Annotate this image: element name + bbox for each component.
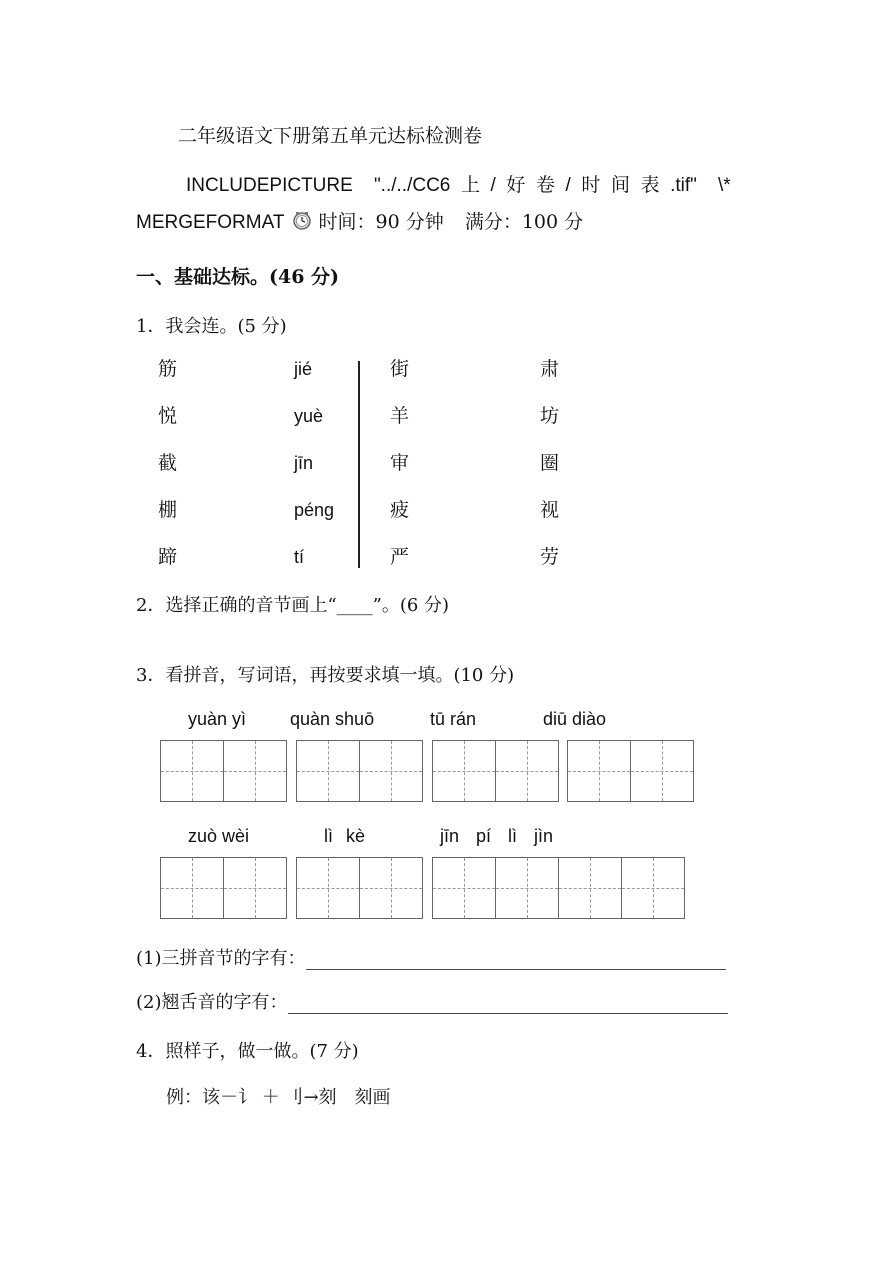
field-code-text: 卷 xyxy=(535,174,555,196)
writing-grid[interactable] xyxy=(160,857,286,919)
field-code-text: 间 xyxy=(610,174,630,196)
grid-cell[interactable] xyxy=(558,857,622,919)
field-code-text: INCLUDEPICTURE xyxy=(186,175,353,196)
grid-cell[interactable] xyxy=(432,740,496,802)
match-word: 疲 xyxy=(390,499,410,521)
section-heading: 一、基础达标。(46 分) xyxy=(136,266,340,288)
field-code-text: 好 xyxy=(506,174,526,196)
sub-question-1 xyxy=(136,944,726,970)
writing-grid[interactable] xyxy=(296,740,422,802)
match-char: 蹄 xyxy=(158,546,178,568)
score-text: 满分：100 分 xyxy=(464,211,584,233)
include-picture-field xyxy=(186,170,731,197)
field-code-text: 上 xyxy=(460,174,480,196)
match-words-a-column xyxy=(390,355,409,590)
match-char: 悦 xyxy=(158,405,178,427)
field-code-text: \* xyxy=(718,175,731,196)
match-word: 坊 xyxy=(540,405,560,427)
match-char: 截 xyxy=(158,452,178,474)
example-text: 例：该－讠 ＋ 刂→刻 刻画 xyxy=(166,1087,391,1108)
grid-cell[interactable] xyxy=(296,857,360,919)
match-chars-column xyxy=(158,355,177,590)
field-code-text: / xyxy=(565,175,571,196)
match-pinyin: tí xyxy=(294,547,305,567)
pinyin-label: diū diào xyxy=(543,709,607,729)
grid-cell[interactable] xyxy=(621,857,685,919)
grid-cell[interactable] xyxy=(160,740,224,802)
writing-grid[interactable] xyxy=(160,740,286,802)
match-pinyin: yuè xyxy=(294,406,324,426)
sub-question-label: (2)翘舌音的字有： xyxy=(136,992,288,1013)
match-word: 审 xyxy=(390,452,410,474)
writing-grid[interactable] xyxy=(432,857,684,919)
question-4-prompt: 4．照样子，做一做。(7 分) xyxy=(136,1041,359,1062)
column-divider xyxy=(358,361,360,568)
match-word: 肃 xyxy=(540,358,560,380)
field-code-text: "../../CC6 xyxy=(373,175,451,196)
pinyin-label: tū rán xyxy=(430,709,477,729)
grid-cell[interactable] xyxy=(495,740,559,802)
writing-grid[interactable] xyxy=(432,740,558,802)
grid-cell[interactable] xyxy=(359,740,423,802)
match-word: 圈 xyxy=(540,452,560,474)
sub-question-2 xyxy=(136,988,728,1014)
match-pinyin-column xyxy=(294,355,334,590)
time-score-line xyxy=(136,207,583,237)
match-pinyin: jīn xyxy=(294,453,314,473)
answer-line[interactable] xyxy=(306,947,726,970)
writing-grid[interactable] xyxy=(567,740,693,802)
field-code-text: 时 xyxy=(581,174,601,196)
match-pinyin: péng xyxy=(294,500,335,520)
page-title: 二年级语文下册第五单元达标检测卷 xyxy=(178,125,483,147)
pinyin-label: yuàn yì xyxy=(188,709,247,729)
pinyin-label: lì kè xyxy=(324,826,366,846)
match-word: 视 xyxy=(540,499,560,521)
sub-question-label: (1)三拼音节的字有： xyxy=(136,948,306,969)
field-code-text: / xyxy=(490,175,496,196)
question-1-prompt: 1．我会连。(5 分) xyxy=(136,316,287,337)
pinyin-label: quàn shuō xyxy=(290,709,375,729)
match-char: 棚 xyxy=(158,499,178,521)
match-word: 街 xyxy=(390,358,410,380)
question-3-prompt: 3．看拼音，写词语，再按要求填一填。(10 分) xyxy=(136,665,515,686)
match-words-b-column xyxy=(540,355,559,590)
field-code-text: .tif" xyxy=(670,175,697,196)
grid-cell[interactable] xyxy=(432,857,496,919)
match-char: 筋 xyxy=(158,358,178,380)
question-2-prompt: 2．选择正确的音节画上“____”。(6 分) xyxy=(136,595,450,616)
grid-cell[interactable] xyxy=(567,740,631,802)
grid-cell[interactable] xyxy=(296,740,360,802)
grid-cell[interactable] xyxy=(359,857,423,919)
match-word: 羊 xyxy=(390,405,410,427)
grid-cell[interactable] xyxy=(223,740,287,802)
writing-grid[interactable] xyxy=(296,857,422,919)
merge-format-text: MERGEFORMAT xyxy=(136,212,285,233)
grid-cell[interactable] xyxy=(495,857,559,919)
clock-icon xyxy=(292,211,312,237)
grid-cell[interactable] xyxy=(630,740,694,802)
grid-cell[interactable] xyxy=(160,857,224,919)
grid-cell[interactable] xyxy=(223,857,287,919)
field-code-text: 表 xyxy=(640,174,660,196)
pinyin-label: zuò wèi xyxy=(188,826,250,846)
answer-line[interactable] xyxy=(288,991,728,1014)
match-pinyin: jié xyxy=(294,359,313,379)
match-word: 严 xyxy=(390,546,410,568)
pinyin-label: jīn pí lì jìn xyxy=(440,826,554,846)
time-text: 时间：90 分钟 xyxy=(318,211,444,233)
match-word: 劳 xyxy=(540,546,560,568)
